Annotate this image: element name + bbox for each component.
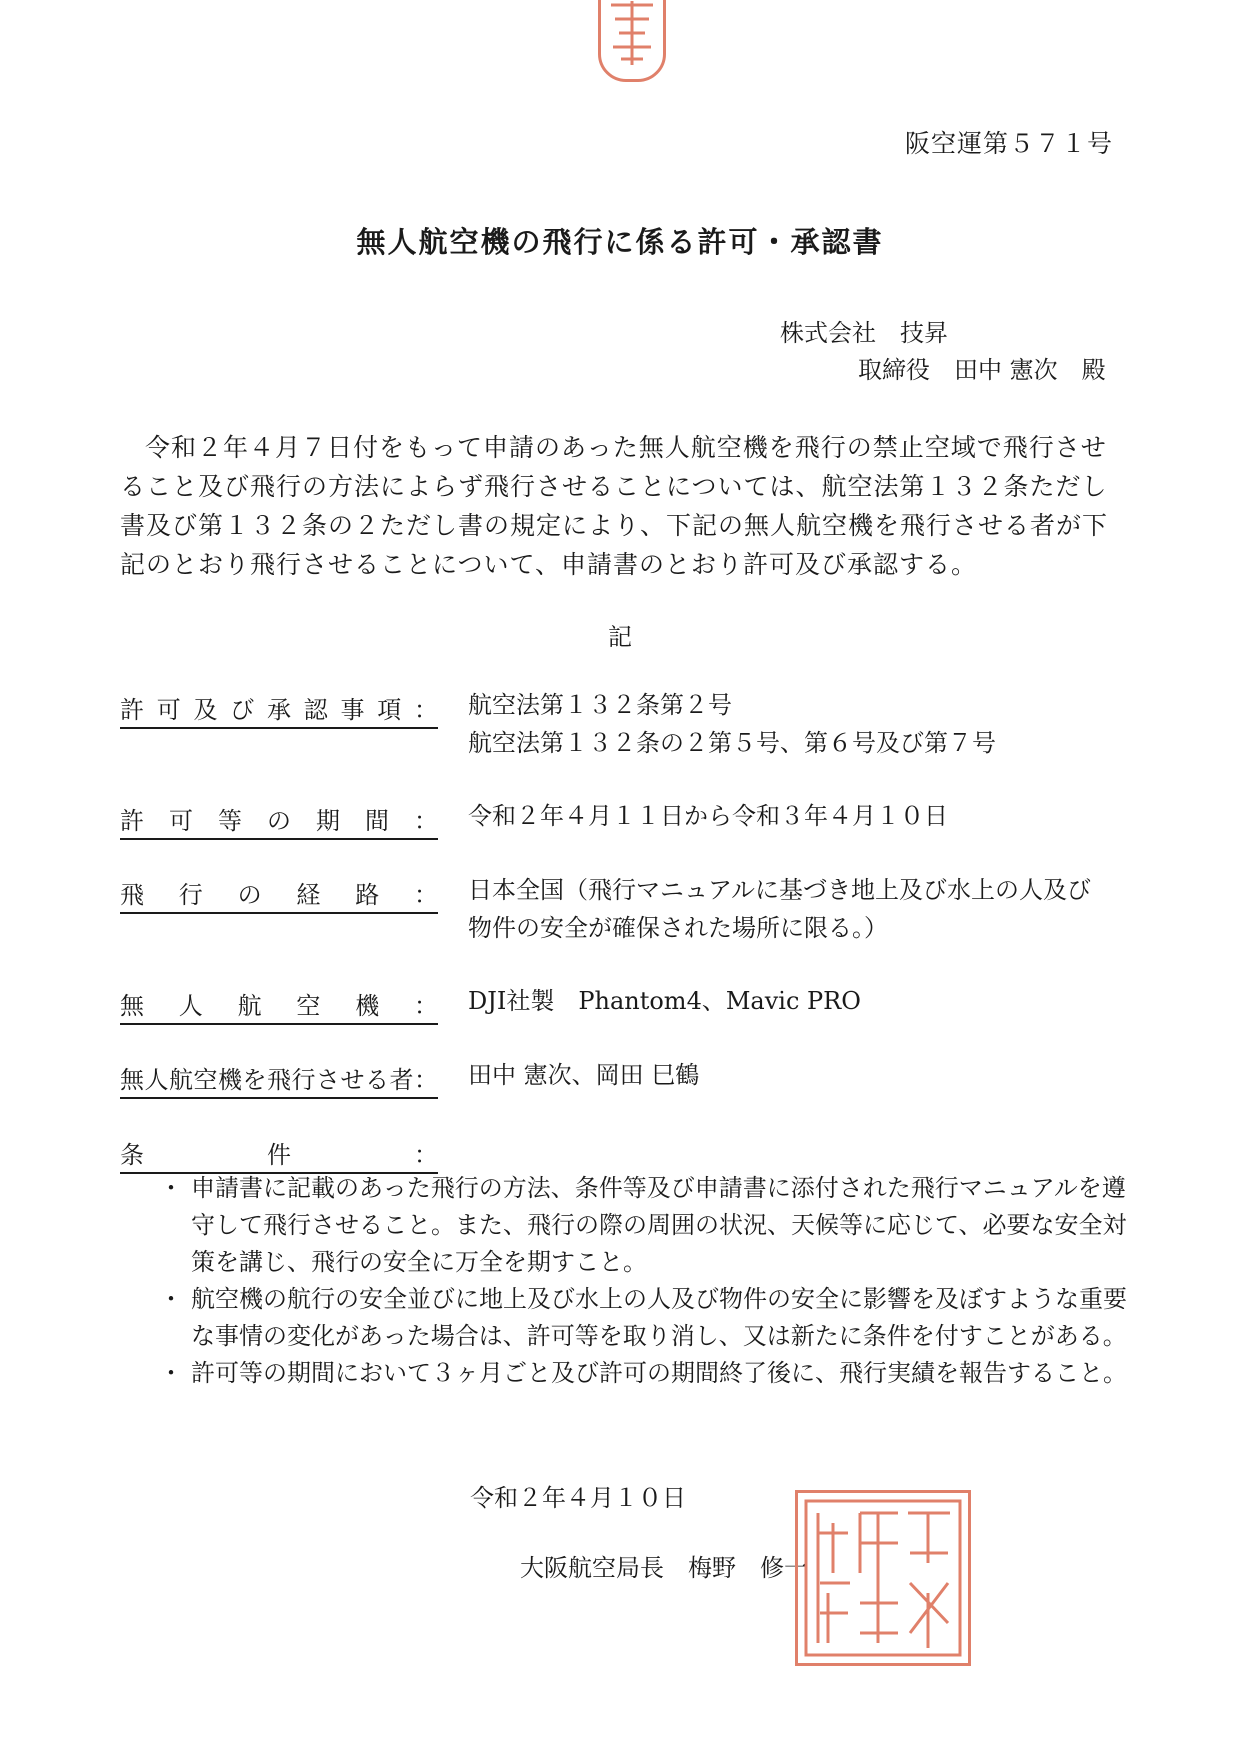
condition-item: ・ 航空機の航行の安全並びに地上及び水上の人及び物件の安全に影響を及ぼすような重要な事情の変化があった場合は、許可等を取り消し、又は新たに条件を付すことがある。 — [175, 1281, 1130, 1355]
conditions-label: 条件： — [120, 1135, 438, 1174]
condition-item: ・ 申請書に記載のあった飛行の方法、条件等及び申請書に添付された飛行マニュアルを遵守して飛行させること。また、飛行の際の周囲の状況、天候等に応じて、必要な安全対策を講じ、飛行の安全に万全を期すこと。 — [175, 1170, 1130, 1281]
item-label-period: 許可等の期間： — [120, 801, 438, 840]
page-title: 無人航空機の飛行に係る許可・承認書 — [356, 225, 884, 259]
item-label-route: 飛行の経路： — [120, 875, 438, 914]
item-value-line: 物件の安全が確保された場所に限る。） — [468, 914, 888, 942]
issuer-signature: 大阪航空局長 梅野 修一 — [520, 1554, 808, 1582]
item-value-line: 航空法第１３２条第２号 — [468, 691, 732, 719]
body-paragraph: 令和２年４月７日付をもって申請のあった無人航空機を飛行の禁止空域で飛行させること及び飛行の方法によらず飛行させることについては、航空法第１３２条ただし書及び第１３２条の２ただし書の規定により、下記の無人航空機を飛行させる者が下記のとおり飛行させることについて、申請書のとおり許可及び承認する。 — [120, 433, 1109, 579]
item-value-line: 令和２年４月１１日から令和３年４月１０日 — [468, 802, 948, 830]
conditions-list — [175, 1170, 1130, 1392]
addressee-company: 株式会社 技昇 — [780, 319, 948, 347]
item-value-line: 田中 憲次、岡田 巳鶴 — [468, 1061, 700, 1089]
condition-item: ・ 許可等の期間において３ヶ月ごと及び許可の期間終了後に、飛行実績を報告すること。 — [175, 1355, 1130, 1392]
ki-heading: 記 — [608, 623, 632, 651]
item-value-period — [468, 797, 948, 835]
top-seal-stamp — [598, 0, 666, 82]
official-seal-stamp — [795, 1490, 971, 1666]
item-value-route — [468, 871, 1091, 947]
item-label-operators: 無人航空機を飛行させる者： — [120, 1060, 438, 1099]
item-value-line: 日本全国（飛行マニュアルに基づき地上及び水上の人及び — [468, 876, 1092, 904]
item-value-line: DJI社製 Phantom4、Mavic PRO — [468, 987, 861, 1015]
item-value-approval-matters — [468, 686, 996, 762]
issue-date: 令和２年４月１０日 — [470, 1484, 686, 1512]
item-label-aircraft: 無人航空機： — [120, 986, 438, 1025]
item-value-line: 航空法第１３２条の２第５号、第６号及び第７号 — [468, 729, 996, 757]
item-value-aircraft — [468, 982, 861, 1020]
addressee-person: 取締役 田中 憲次 殿 — [858, 356, 1106, 384]
item-value-operators — [468, 1056, 699, 1094]
item-label-approval-matters: 許可及び承認事項： — [120, 690, 438, 729]
document-number: 阪空運第５７１号 — [904, 129, 1113, 158]
